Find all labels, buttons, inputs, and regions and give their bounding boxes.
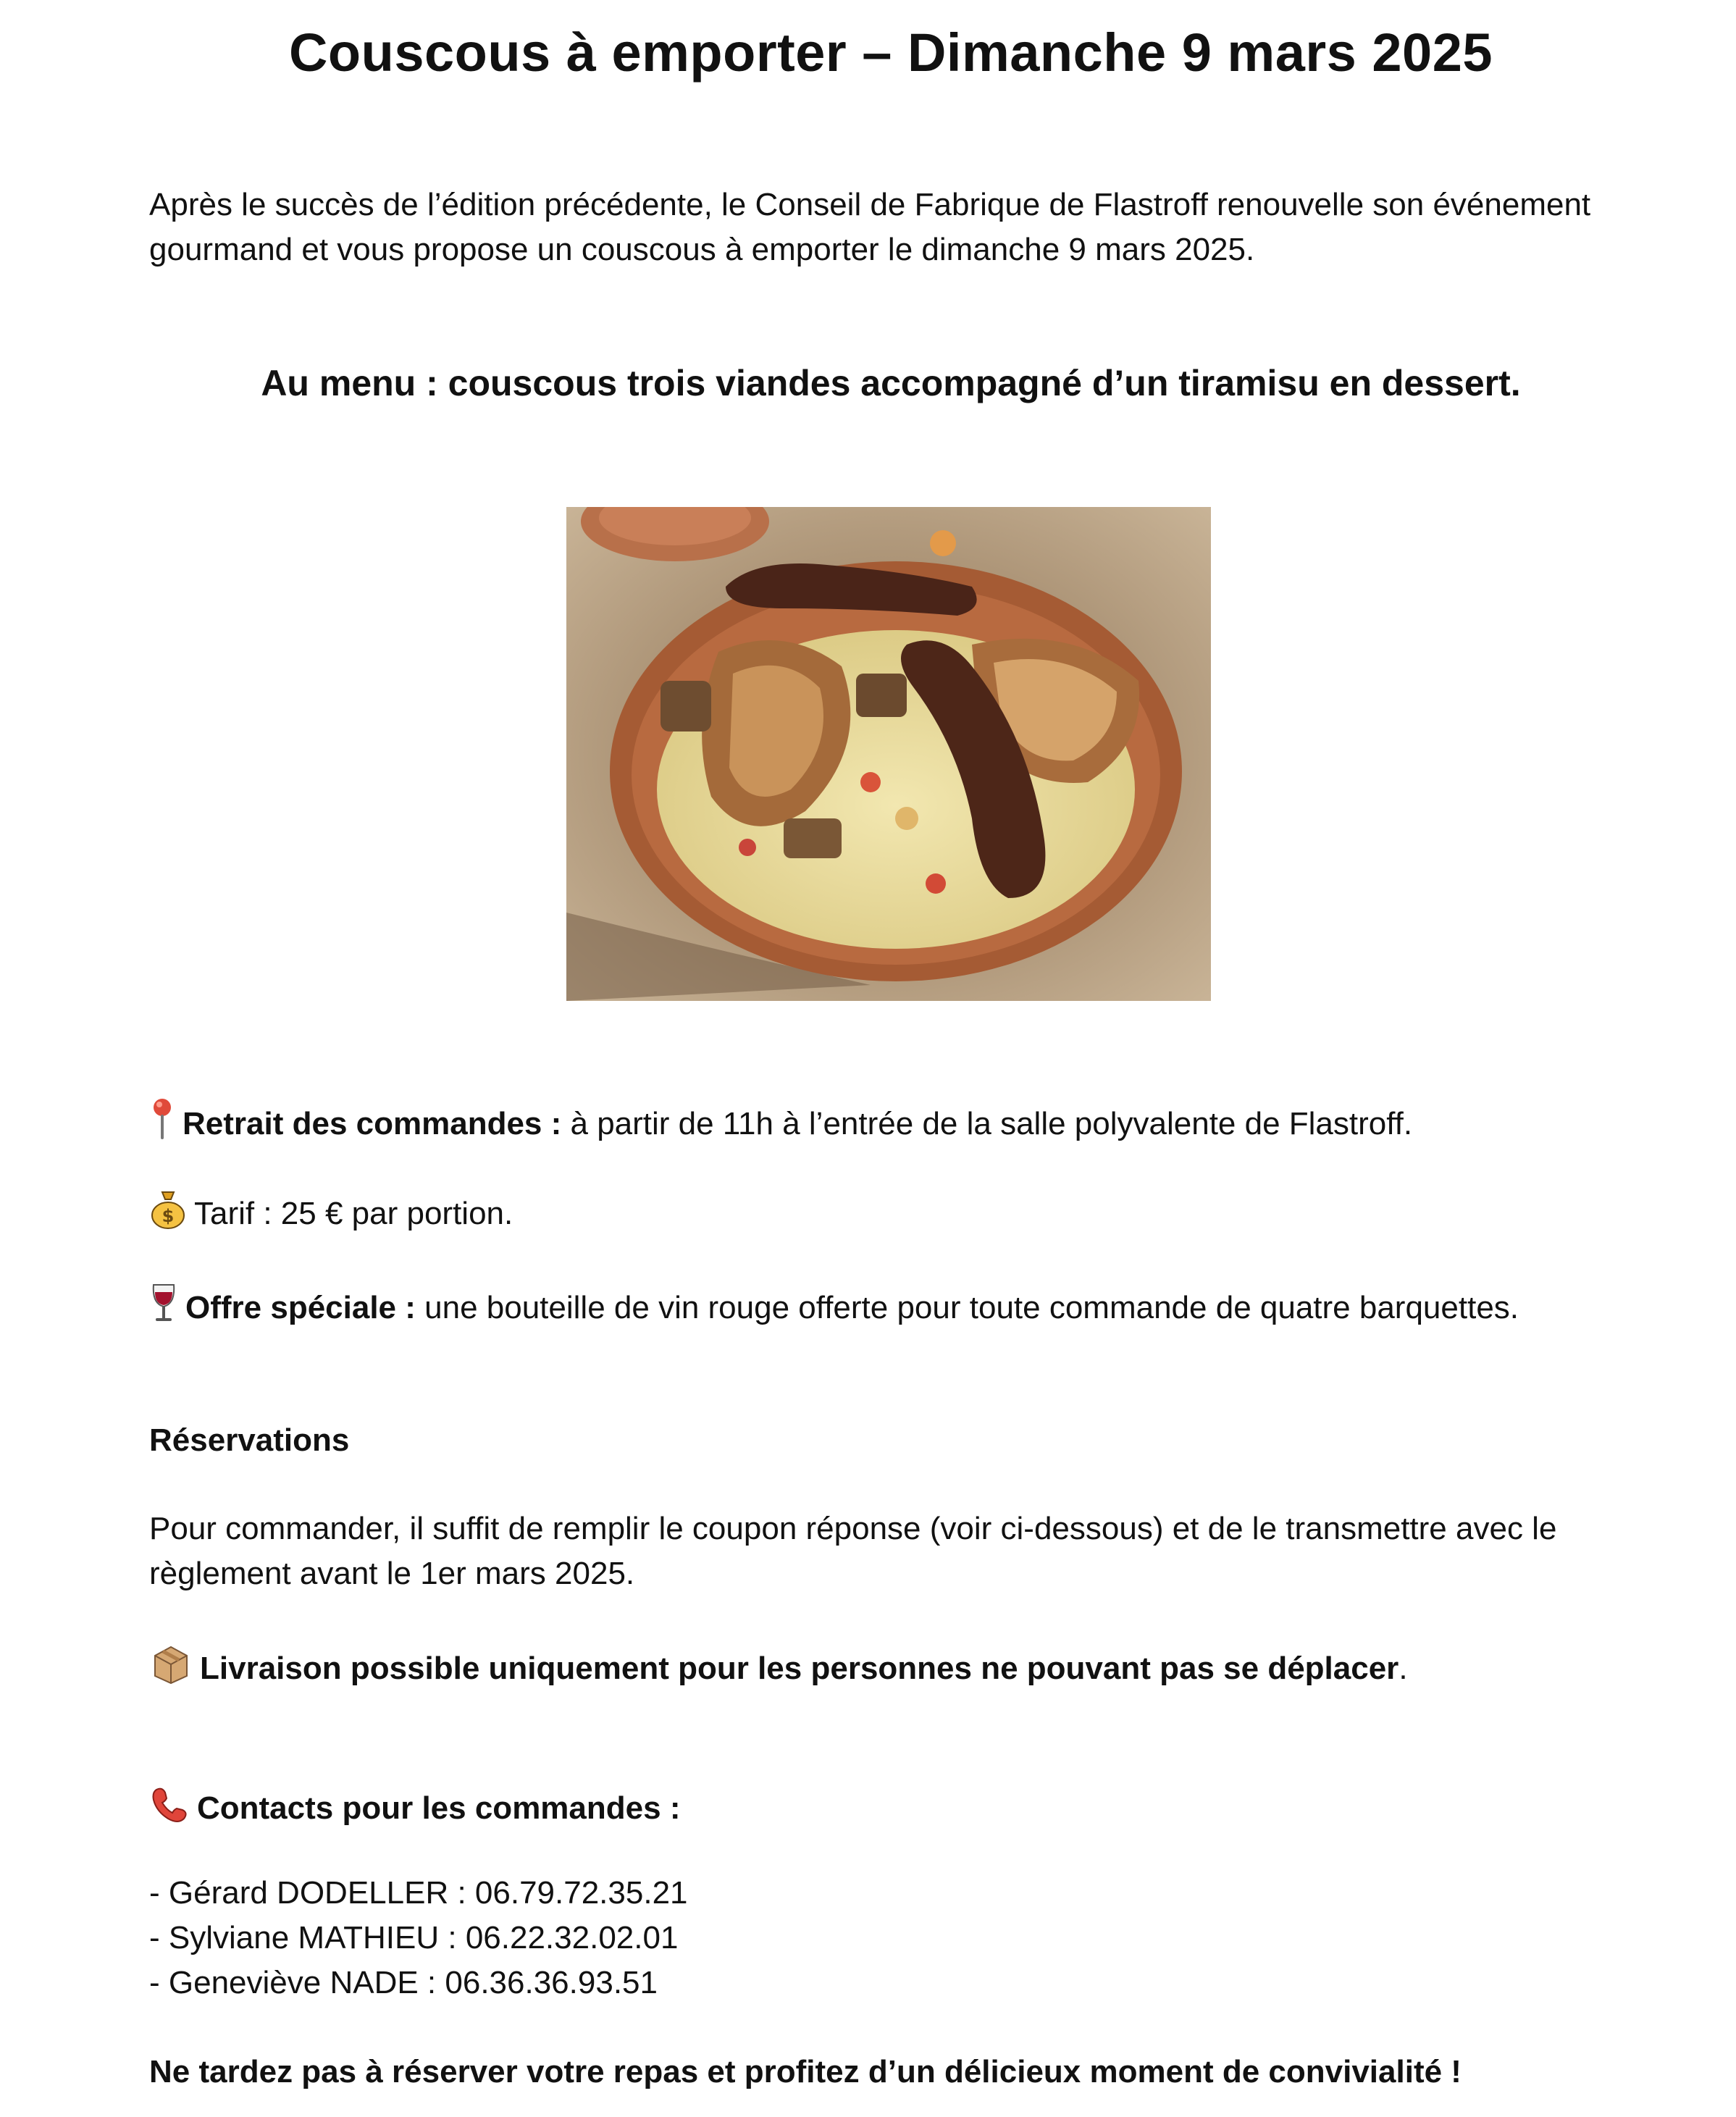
livraison-line (149, 1643, 1408, 1698)
closing-line: Ne tardez pas à réserver votre repas et profitez d’un délicieux moment de convivialité ! (149, 2054, 1462, 2089)
reservations-text: Pour commander, il suffit de remplir le coupon réponse (voir ci-dessous) et de le transmettre avec le règlement avant le 1er mars 2025. (149, 1511, 1557, 1591)
retrait-line (149, 1097, 1412, 1154)
tarif-line (149, 1189, 513, 1242)
money-bag-icon (149, 1189, 187, 1242)
offre-text: une bouteille de vin rouge offerte pour toute commande de quatre barquettes. (415, 1290, 1519, 1326)
offre-line (149, 1282, 1519, 1338)
intro-paragraph: Après le succès de l’édition précédente, le Conseil de Fabrique de Flastroff renouvelle son événement gourmand et vous propose un couscous à emporter le dimanche 9 mars 2025. (149, 187, 1591, 267)
livraison-label: Livraison possible uniquement pour les personnes ne pouvant pas se déplacer (200, 1651, 1399, 1687)
contact-item: - Sylviane MATHIEU : 06.22.32.02.01 (149, 1920, 679, 1955)
telephone-receiver-icon (149, 1784, 190, 1837)
svg-text:$: $ (162, 1206, 175, 1226)
tarif-text: Tarif : 25 € par portion. (194, 1196, 513, 1232)
menu-line: Au menu : couscous trois viandes accompagné d’un tiramisu en dessert. (261, 363, 1521, 403)
retrait-text: à partir de 11h à l’entrée de la salle polyvalente de Flastroff. (561, 1106, 1413, 1142)
livraison-suffix: . (1399, 1651, 1408, 1687)
page-title: Couscous à emporter – Dimanche 9 mars 2025 (288, 22, 1493, 83)
round-pushpin-icon (149, 1097, 175, 1154)
wine-glass-icon (149, 1282, 178, 1338)
reservations-heading: Réservations (149, 1422, 350, 1458)
retrait-label: Retrait des commandes : (183, 1106, 562, 1142)
contacts-heading: Contacts pour les commandes : (197, 1790, 681, 1827)
couscous-photo (566, 507, 1211, 1001)
offre-label: Offre spéciale : (185, 1290, 416, 1326)
contact-item: - Gérard DODELLER : 06.79.72.35.21 (149, 1875, 688, 1911)
contact-item: - Geneviève NADE : 06.36.36.93.51 (149, 1965, 658, 2000)
package-icon (149, 1643, 193, 1698)
contacts-heading-line (149, 1784, 680, 1837)
